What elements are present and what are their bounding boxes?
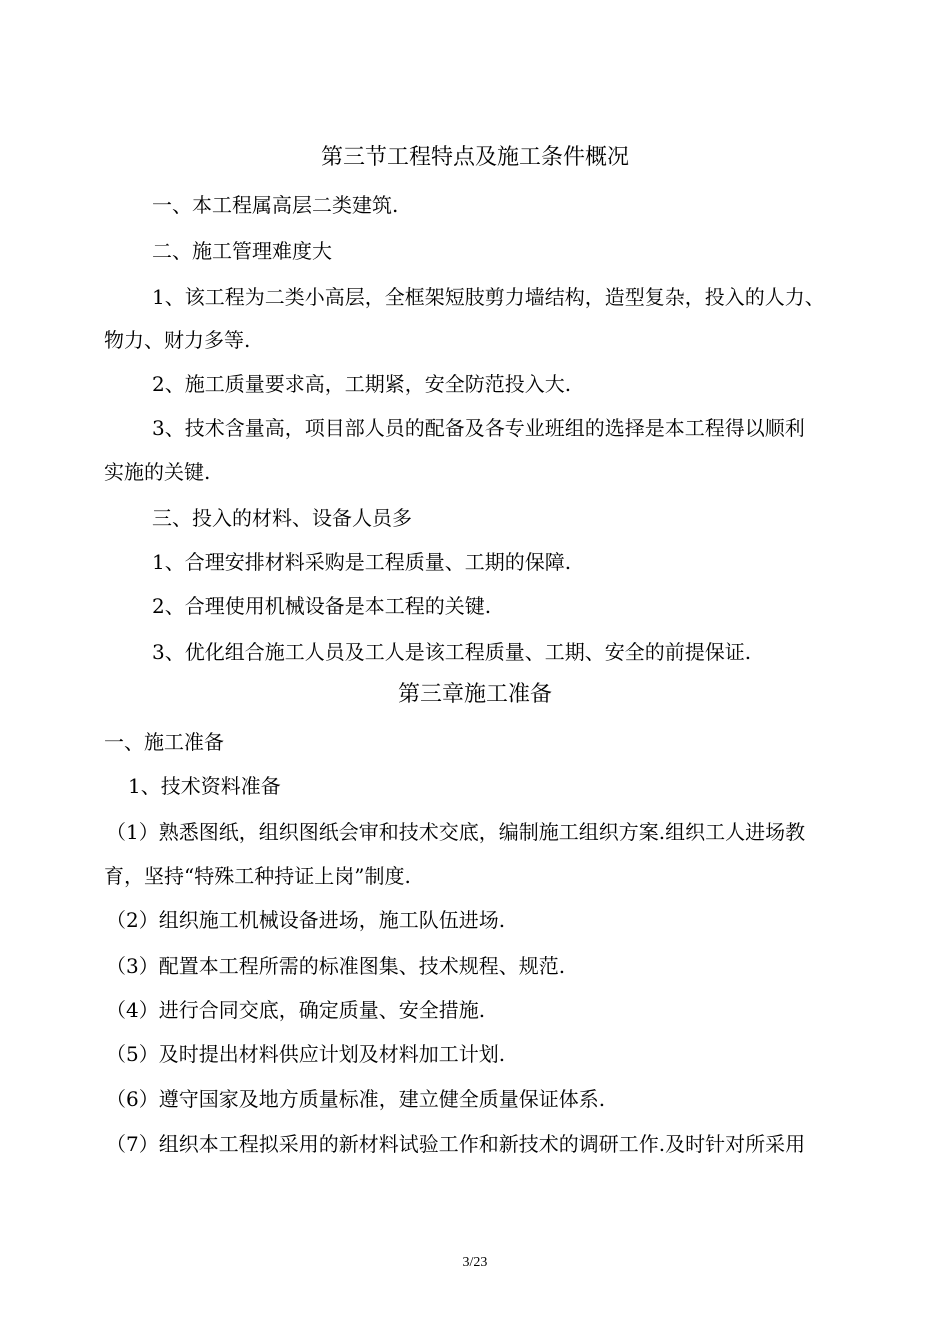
chapter-heading-1: 一、施工准备 [104,730,224,754]
paragraph-3: （3）配置本工程所需的标准图集、技术规程、规范. [106,954,566,978]
section-item-2-sub2: 2、施工质量要求高，工期紧，安全防范投入大. [152,372,572,396]
paragraph-5: （5）及时提出材料供应计划及材料加工计划. [106,1042,506,1066]
section-item-1: 一、本工程属高层二类建筑. [152,193,399,217]
section-item-2-sub3-line2: 实施的关键. [104,460,211,484]
section-item-3-sub2: 2、合理使用机械设备是本工程的关键. [152,594,492,618]
paragraph-2: （2）组织施工机械设备进场，施工队伍进场. [106,908,506,932]
section-item-3-sub1: 1、合理安排材料采购是工程质量、工期的保障. [152,550,572,574]
section-item-2-sub1-line2: 物力、财力多等. [104,328,251,352]
paragraph-7-line1: （7）组织本工程拟采用的新材料试验工作和新技术的调研工作.及时针对所采用 [106,1132,806,1156]
paragraph-4: （4）进行合同交底，确定质量、安全措施. [106,998,486,1022]
section-title: 第三节工程特点及施工条件概况 [320,145,629,170]
section-item-2: 二、施工管理难度大 [152,239,332,263]
section-item-3: 三、投入的材料、设备人员多 [152,506,412,530]
paragraph-6: （6）遵守国家及地方质量标准，建立健全质量保证体系. [106,1087,606,1111]
chapter-title: 第三章施工准备 [397,682,552,707]
paragraph-1-line1: （1）熟悉图纸，组织图纸会审和技术交底，编制施工组织方案.组织工人进场教 [106,820,806,844]
section-item-3-sub3: 3、优化组合施工人员及工人是该工程质量、工期、安全的前提保证. [152,640,752,664]
section-item-2-sub3-line1: 3、技术含量高，项目部人员的配备及各专业班组的选择是本工程得以顺利 [152,416,805,440]
chapter-subheading-1: 1、技术资料准备 [128,774,281,798]
page-number: 3/23 [462,1255,488,1270]
paragraph-1-line2: 育，坚持“特殊工种持证上岗”制度. [104,864,411,888]
section-item-2-sub1-line1: 1、该工程为二类小高层，全框架短肢剪力墙结构，造型复杂，投入的人力、 [152,285,825,309]
